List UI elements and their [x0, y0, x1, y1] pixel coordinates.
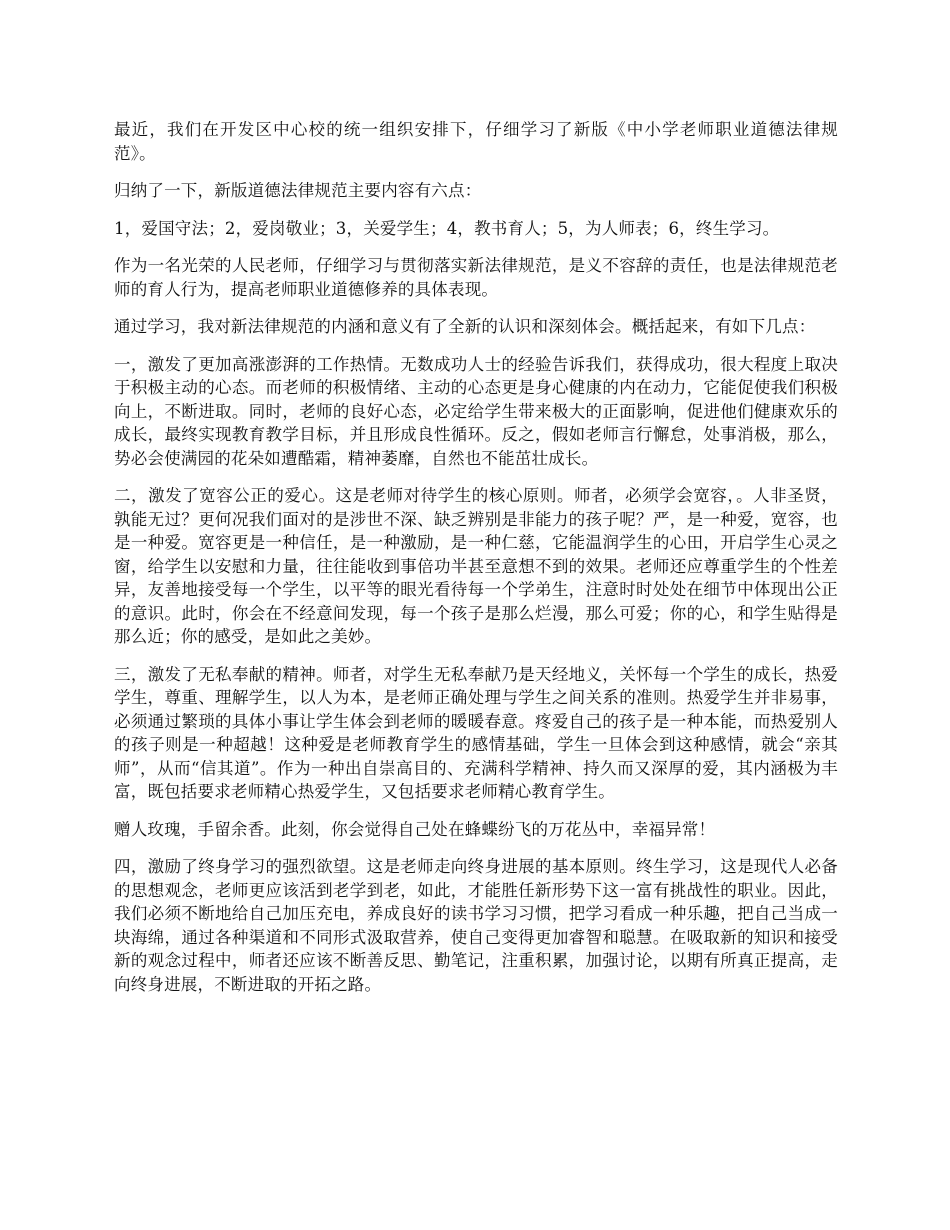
paragraph-roses: 赠人玫瑰，手留余香。此刻，你会觉得自己处在蜂蝶纷飞的万花丛中，幸福异常！ [114, 819, 716, 839]
paragraph-point-four: 四，激励了终身学习的强烈欲望。这是老师走向终身进展的基本原则。终生学习，这是现代人必备的思想观念，老师更应该活到老学到老，如此，才能胜任新形势下这一富有挑战性的职业。因此，我们必须不断地给自己加压充电，养成良好的读书学习习惯，把学习看成一种乐趣，把自己当成一块海绵，通过各种渠道和不同形式汲取营养，使自己变得更加睿智和聪慧。在吸取新的知识和接受新的观念过程中，师者还应该不断善反思、勤笔记，注重积累，加强讨论，以期有所真正提高，走向终身进展，不断进取的开拓之路。 [114, 857, 838, 994]
paragraph-six-points: 1，爱国守法；2，爱岗敬业；3，关爱学生；4，教书育人；5，为人师表；6，终生学习。 [114, 218, 780, 238]
paragraph-point-three: 三，激发了无私奉献的精神。师者，对学生无私奉献乃是天经地义，关怀每一个学生的成长，热爱学生，尊重、理解学生，以人为本，是老师正确处理与学生之间关系的准则。热爱学生并非易事，必须通过繁琐的具体小事让学生体会到老师的暖暖春意。疼爱自己的孩子是一种本能，而热爱别人的孩子则是一种超越！这种爱是老师教育学生的感情基础，学生一旦体会到这种感情，就会“亲其师”，从而“信其道”。作为一种出自崇高目的、充满科学精神、持久而又深厚的爱，其内涵极为丰富，既包括要求老师精心热爱学生，又包括要求老师精心教育学生。 [114, 664, 838, 801]
paragraph-understanding: 通过学习，我对新法律规范的内涵和意义有了全新的认识和深刻体会。概括起来，有如下几点： [114, 317, 816, 336]
paragraph-responsibility: 作为一名光荣的人民老师，仔细学习与贯彻落实新法律规范，是义不容辞的责任，也是法律规范老师的育人行为，提高老师职业道德修养的具体表现。 [114, 256, 838, 299]
document-body [114, 118, 838, 1010]
paragraph-point-two: 二，激发了宽容公正的爱心。这是老师对待学生的核心原则。师者，必须学会宽容，。人非圣贤，孰能无过？更何况我们面对的是涉世不深、缺乏辨别是非能力的孩子呢？严，是一种爱，宽容，也是一种爱。宽容更是一种信任，是一种激励，是一种仁慈，它能温润学生的心田，开启学生心灵之窗，给学生以安慰和力量，往往能收到事倍功半甚至意想不到的效果。老师还应尊重学生的个性差异，友善地接受每一个学生，以平等的眼光看待每一个学弟生，注意时时处处在细节中体现出公正的意识。此时，你会在不经意间发现，每一个孩子是那么烂漫，那么可爱；你的心，和学生贴得是那么近；你的感受，是如此之美妙。 [114, 486, 838, 646]
paragraph-point-one: 一，激发了更加高涨澎湃的工作热情。无数成功人士的经验告诉我们，获得成功，很大程度上取决于积极主动的心态。而老师的积极情绪、主动的心态更是身心健康的内在动力，它能促使我们积极向上，不断进取。同时，老师的良好心态，必定给学生带来极大的正面影响，促进他们健康欢乐的成长，最终实现教育教学目标，并且形成良性循环。反之，假如老师言行懈怠，处事消极，那么，势必会使满园的花朵如遭酷霜，精神萎靡，自然也不能茁壮成长。 [114, 354, 838, 468]
paragraph-summary: 归纳了一下，新版道德法律规范主要内容有六点： [114, 181, 482, 200]
paragraph-intro: 最近，我们在开发区中心校的统一组织安排下，仔细学习了新版《中小学老师职业道德法律规范》。 [114, 120, 838, 163]
